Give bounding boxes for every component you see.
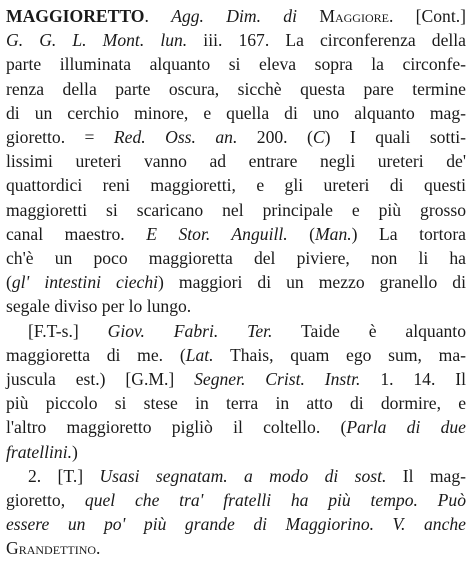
text-segment: juscula est.) [G.M.] [6,369,195,390]
text-segment: canal maestro. [6,223,147,244]
text-segment: l'altro maggioretto pigliò il coltello. ( [6,417,347,438]
text-segment: gioretto. = [6,127,114,148]
text-line [6,198,466,222]
text-segment: Lat. [185,344,214,365]
text-segment [297,6,319,26]
text-segment: 1. 14. Il [360,369,466,390]
text-line [6,536,466,560]
text-segment: maggioretti si scaricano nel principale e più grosso [6,199,466,220]
text-segment: maggioretta di me. ( [6,344,186,365]
text-line [6,52,466,76]
text-line [6,101,466,125]
text-segment: iii. 167. La circonferenza della [187,30,466,51]
text-segment: Taide è alquanto [272,320,466,341]
text-segment: ( [6,272,12,293]
text-segment: Il mag- [386,465,466,486]
text-segment: Maggiore [319,6,389,26]
text-segment: G. G. L. Mont. lun. [6,30,188,51]
text-line [6,222,466,246]
text-segment: fratellini. [6,441,72,462]
text-segment: lissimi ureteri vanno ad entrare negli ureteri de' [6,151,466,172]
text-segment: 200. ( [237,127,313,148]
text-segment: Thais, quam ego sum, ma- [213,344,466,365]
text-line [6,367,466,391]
text-line [6,125,466,149]
text-segment: ( [287,223,316,244]
text-line [6,415,466,439]
text-segment: parte illuminata alquanto si eleva sopra la circonfe- [6,54,466,75]
text-line [6,4,466,28]
text-segment: [F.T-s.] [28,320,108,341]
text-line [6,294,466,318]
text-segment: renza della parte oscura, sicchè questa pare termine [6,78,466,99]
text-segment: C [312,127,325,148]
text-segment: Usasi segnatam. a modo di sost. [99,465,387,486]
text-segment: quel che tra' fratelli ha più tempo. Può [84,490,466,511]
text-segment: Man. [315,223,352,244]
text-segment: . [Cont.] [388,6,467,26]
text-segment: Grandettino [6,538,97,559]
text-line [6,488,466,512]
text-segment: Red. Oss. an. [113,127,238,148]
text-segment: di un cerchio minore, e quella di uno alquanto mag- [6,102,466,123]
text-line [6,512,466,536]
headword: MAGGIORETTO [6,6,145,26]
text-segment: ) La tortora [351,223,466,244]
text-line [6,149,466,173]
text-segment: Giov. Fabri. Ter. [107,320,273,341]
text-segment: ) I quali sotti- [324,127,466,148]
entry-text [6,4,466,561]
text-segment: . [96,538,101,559]
text-line [6,246,466,270]
text-line [6,319,466,343]
text-segment: 2. [T.] [28,465,100,486]
text-line [6,173,466,197]
text-segment: segale diviso per lo lungo. [6,296,192,317]
text-segment: Agg. Dim. di [171,6,297,26]
text-segment: ) [71,441,78,462]
text-segment: essere un po' più grande di Maggiorino. V. anche [6,514,466,535]
text-line [6,28,466,52]
text-segment: . [144,6,172,26]
text-line [6,343,466,367]
text-segment: ch'è un poco maggioretta del piviere, non li ha [6,248,466,269]
text-segment: più piccolo si stese in terra in atto di dormire, e [6,393,466,414]
text-line [6,391,466,415]
text-line [6,77,466,101]
text-segment: ) maggiori di un mezzo granello di [158,272,466,293]
text-line [6,270,466,294]
text-line [6,464,466,488]
text-line [6,440,466,464]
text-segment: Parla di due [346,417,466,438]
text-segment: quattordici reni maggioretti, e gli ureteri di questi [6,175,466,196]
text-segment: E Stor. Anguill. [146,223,288,244]
text-segment: gioretto, [6,490,85,511]
text-segment: Segner. Crist. Instr. [194,369,361,390]
text-segment: gl' intestini ciechi [11,272,159,293]
